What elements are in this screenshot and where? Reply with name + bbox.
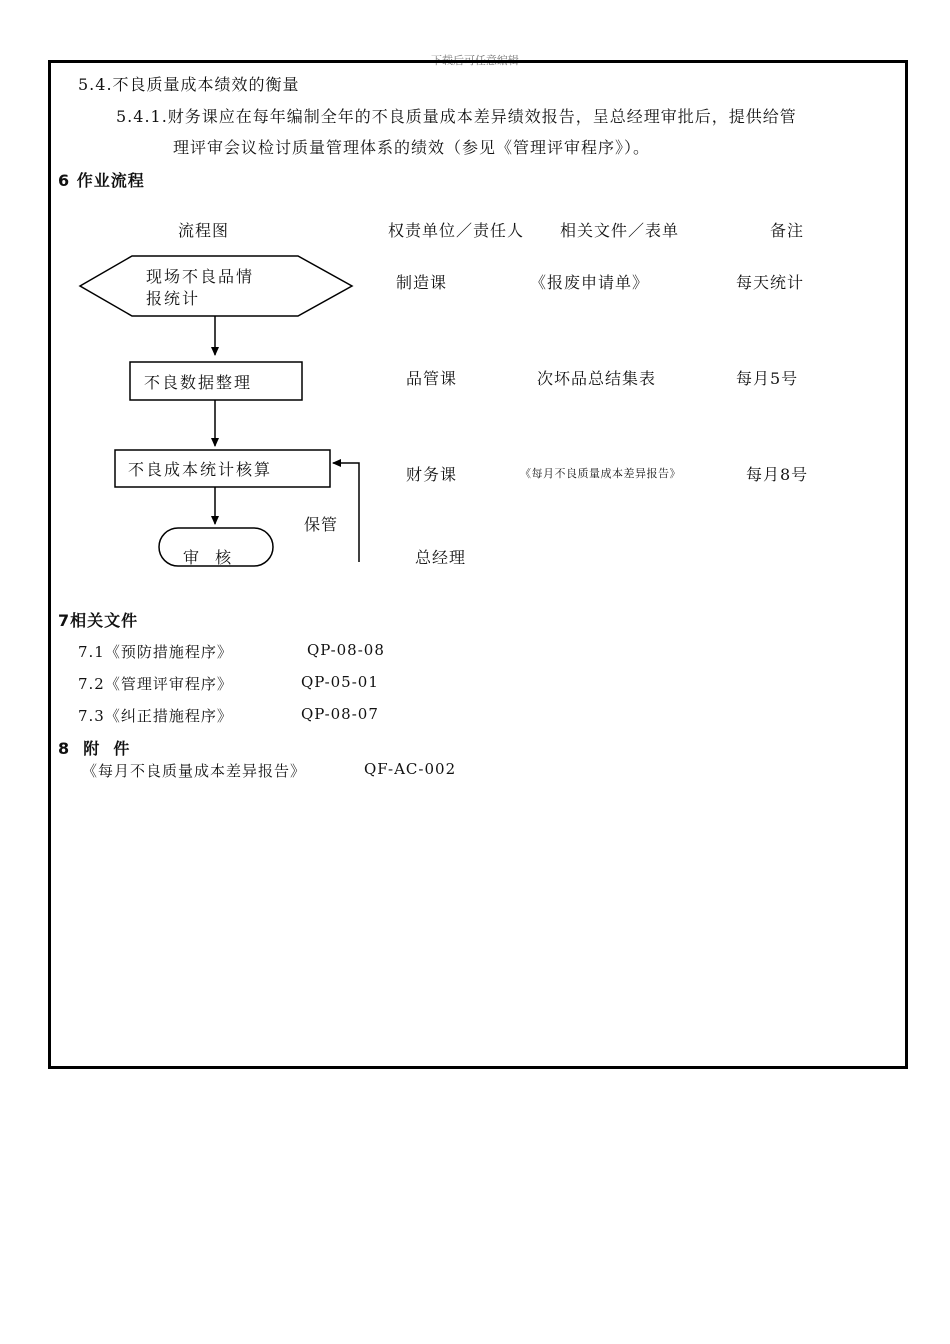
row-3-doc: 《每月不良质量成本差异报告》 — [520, 467, 681, 480]
section-6-heading: 6 作业流程 — [58, 171, 145, 190]
section-7-item-2-label: 7.2《管理评审程序》 — [78, 675, 233, 693]
row-1-dept: 制造课 — [396, 273, 448, 292]
col-header-docs: 相关文件／表单 — [560, 221, 680, 240]
row-4-dept: 总经理 — [415, 548, 467, 567]
row-2-dept: 品管课 — [406, 369, 458, 388]
section-5-4-heading: 5.4.不良质量成本绩效的衡量 — [78, 75, 300, 94]
section-7-heading: 7相关文件 — [58, 611, 139, 630]
watermark-text: 下载后可任意编辑 — [431, 54, 519, 67]
node-3-text: 不良成本统计核算 — [128, 460, 273, 479]
section-5-4-1-line1: 5.4.1.财务课应在每年编制全年的不良质量成本差异绩效报告，呈总经理审批后，提供给管 — [116, 107, 797, 126]
row-3-remark: 每月8号 — [746, 465, 809, 484]
section-7-item-3-label: 7.3《纠正措施程序》 — [78, 707, 233, 725]
node-1-line2: 报统计 — [146, 289, 201, 308]
col-header-flowchart: 流程图 — [178, 221, 230, 240]
row-1-doc: 《报废申请单》 — [530, 273, 650, 292]
node-2-text: 不良数据整理 — [144, 373, 253, 392]
loop-label: 保管 — [304, 515, 339, 534]
section-7-item-3-code: QP-08-07 — [301, 705, 379, 723]
section-8-heading: 8 附 件 — [58, 739, 131, 758]
row-2-remark: 每月5号 — [736, 369, 799, 388]
col-header-dept: 权责单位／责任人 — [388, 221, 525, 240]
col-header-remark: 备注 — [770, 221, 805, 240]
row-2-doc: 次坏品总结集表 — [537, 369, 657, 388]
row-1-remark: 每天统计 — [736, 273, 805, 292]
node-1-line1: 现场不良品情 — [146, 267, 255, 286]
node-4-text: 审 核 — [183, 548, 234, 567]
section-8-item: 《每月不良质量成本差异报告》 — [82, 762, 307, 780]
section-7-item-2-code: QP-05-01 — [301, 673, 379, 691]
section-7-item-1-code: QP-08-08 — [307, 641, 385, 659]
row-3-dept: 财务课 — [406, 465, 458, 484]
section-8-code: QF-AC-002 — [364, 760, 457, 778]
section-7-item-1-label: 7.1《预防措施程序》 — [78, 643, 233, 661]
section-5-4-1-line2: 理评审会议检讨质量管理体系的绩效（参见《管理评审程序》）。 — [173, 138, 651, 157]
